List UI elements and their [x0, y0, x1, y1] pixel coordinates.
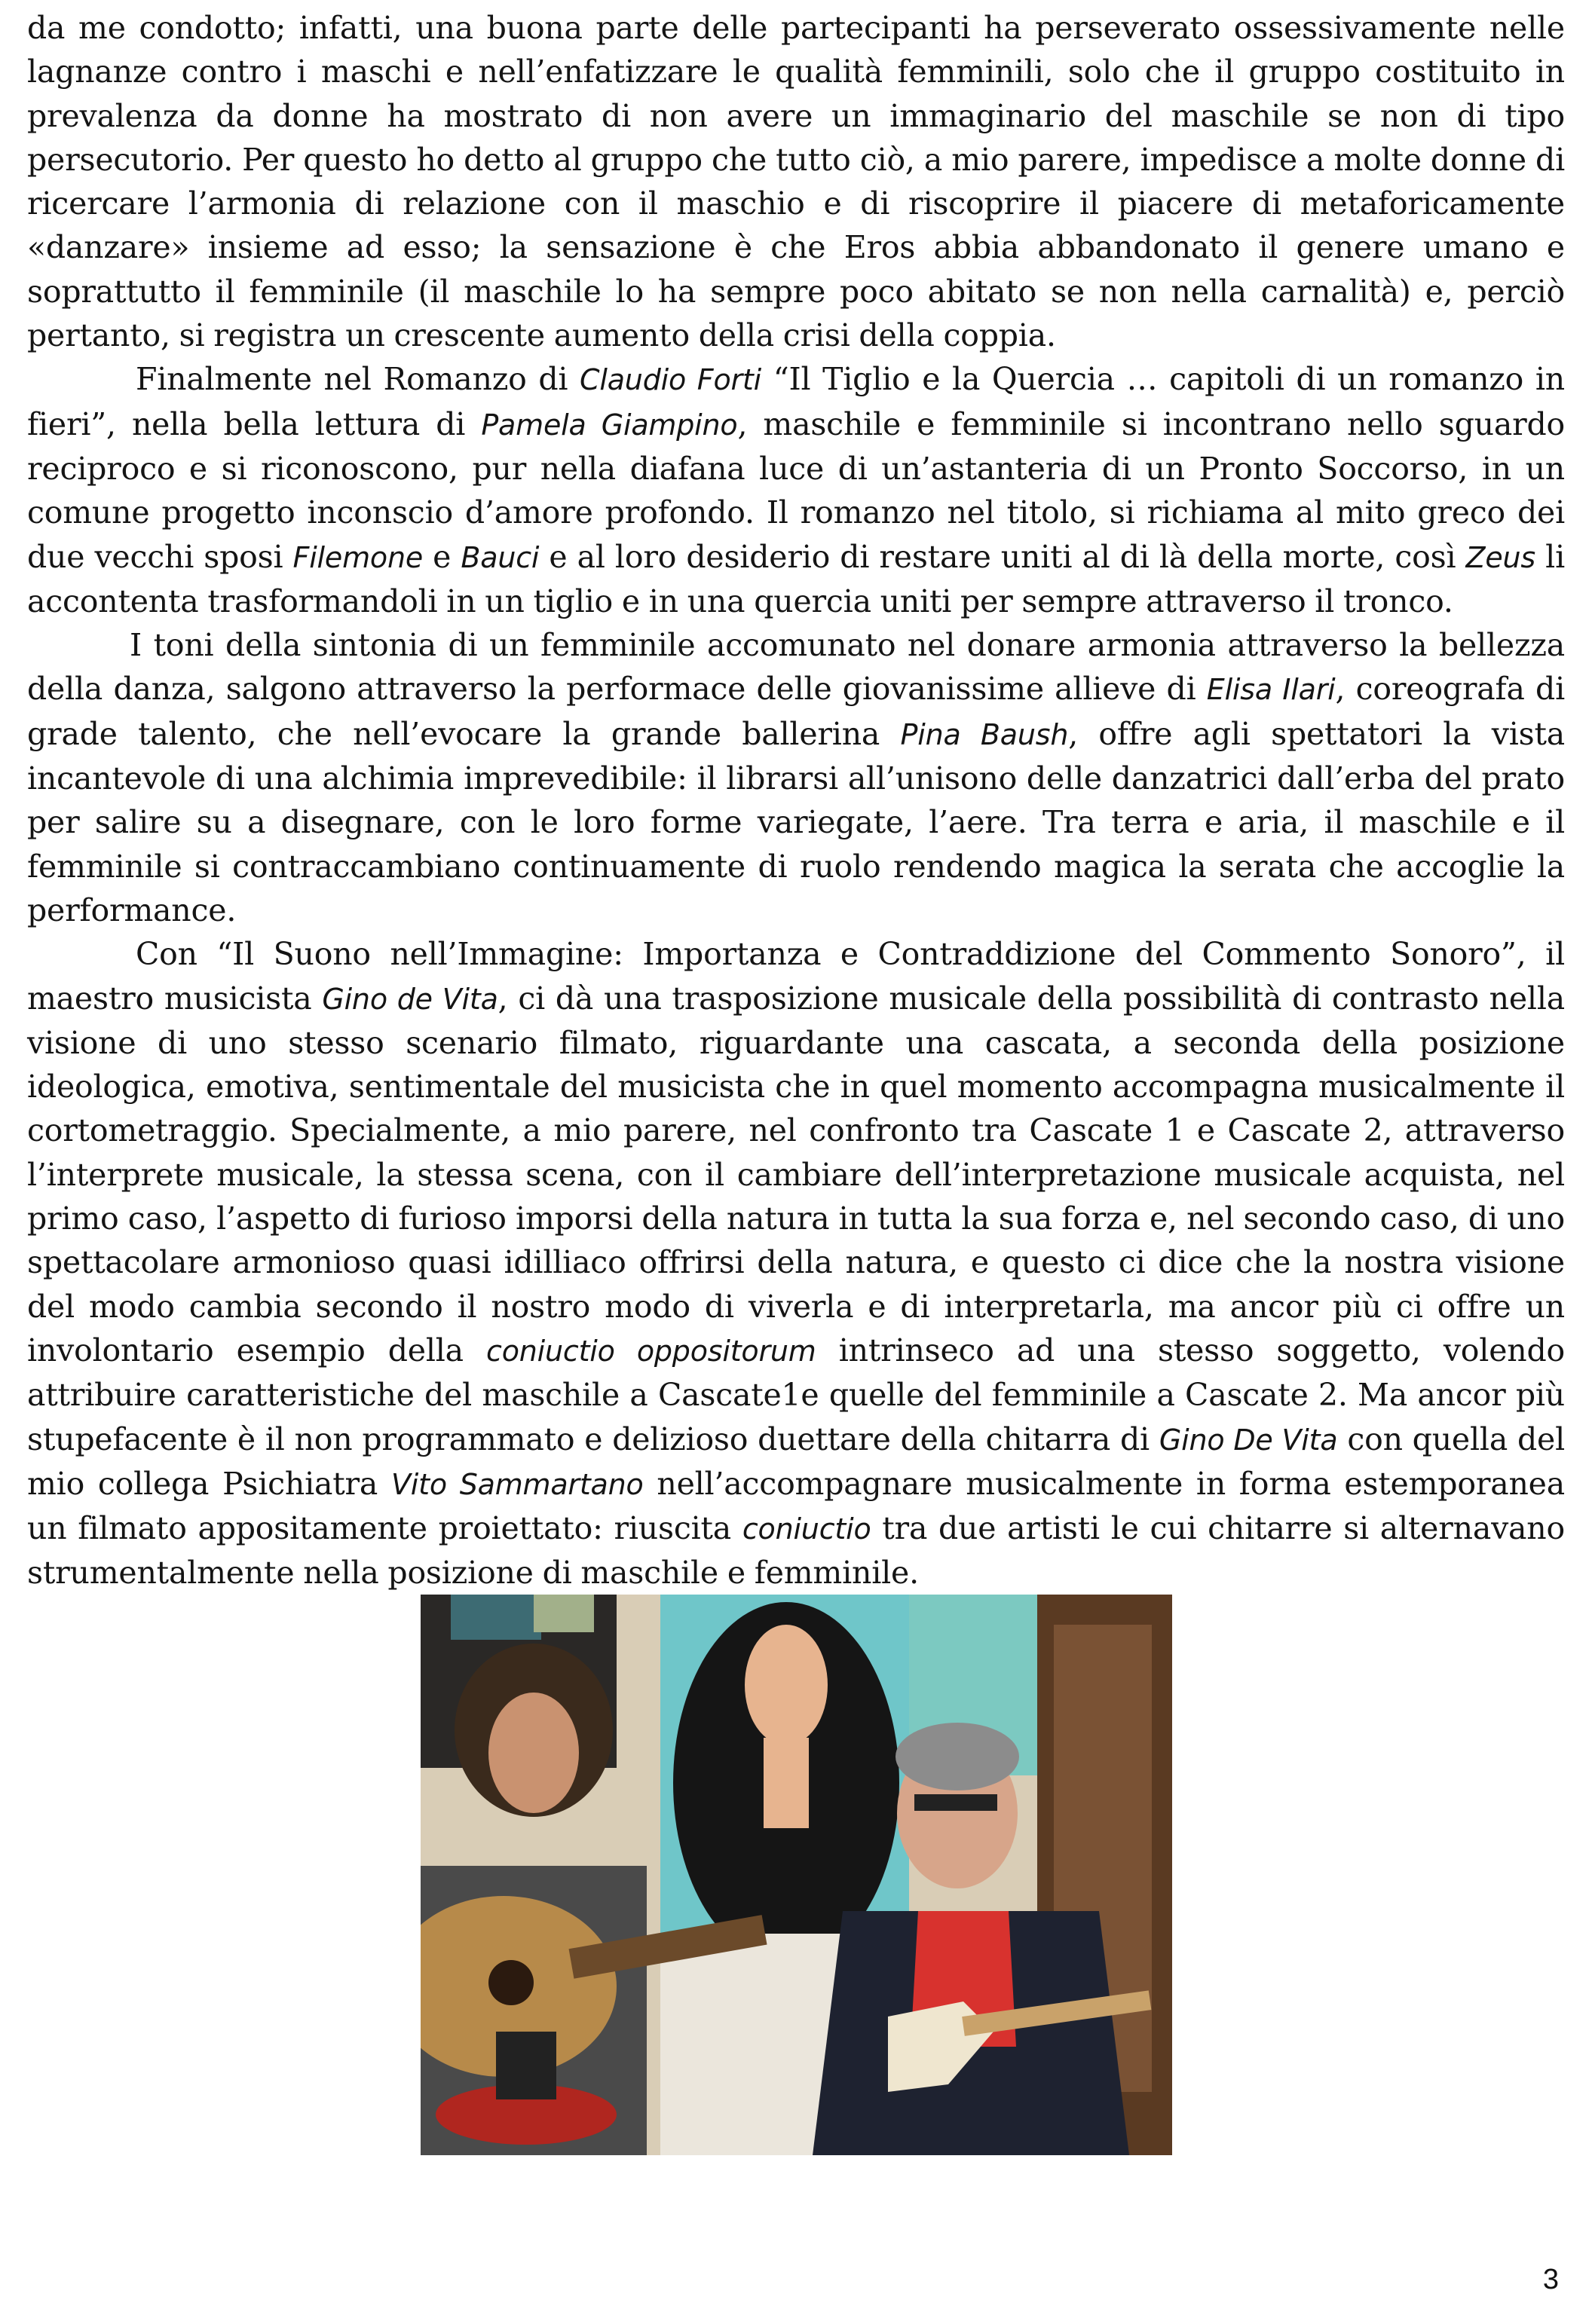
paragraph: [27, 6, 1565, 357]
text-segment: “Il Tiglio e la Quercia … capitoli di un romanzo in fieri”, nella bella lettura di: [27, 361, 1566, 442]
text-segment: da me condotto; infatti, una buona parte delle partecipanti ha perseverato ossessivamente nelle lagnanze contro i maschi e nell’enfatizzare le qualità femminili, solo che il gruppo costituito in prevalenza da donne ha mostrato di non avere un immaginario del maschile se non di tipo persecutorio. Per questo ho detto al gruppo che tutto ciò, a mio parere, impedisce a molte donne di ricercare l’armonia di relazione con il maschio e di riscoprire il piacere di metaforicamente «danzare» insieme ad esso; la sensazione è che Eros abbia abbandonato il genere umano e soprattutto il femminile (il maschile lo ha sempre poco abitato se non nella carnalità) e, perciò pertanto, si registra un crescente aumento della crisi della coppia.: [27, 10, 1565, 354]
italic-name: Gino De Vita: [1159, 1423, 1338, 1457]
italic-name: Bauci: [461, 540, 540, 574]
italic-name: Pina Baush: [900, 717, 1069, 751]
text-segment: Finalmente nel Romanzo di: [136, 361, 580, 398]
page-number: 3: [1542, 2264, 1559, 2295]
text-segment: con quella del mio collega Psichiatra: [27, 1420, 1565, 1502]
paragraph: [27, 932, 1565, 1595]
text-segment: e: [423, 538, 461, 575]
text-segment: Con “Il Suono nell’Immagine: Importanza e Contraddizione del Commento Sonoro”, il maestro musicista: [27, 936, 1565, 1017]
text-segment: , coreografa di grade talento, che nell’evocare la grande ballerina: [27, 671, 1565, 752]
left-guitarist-face: [488, 1693, 579, 1813]
italic-name: Elisa Ilari: [1206, 673, 1336, 707]
text-segment: e al loro desiderio di restare uniti al di là della morte, così: [539, 538, 1466, 575]
italic-name: coniuctio oppositorum: [486, 1334, 816, 1368]
italic-name: coniuctio: [742, 1512, 871, 1546]
text-segment: nell’accompagnare musicalmente in forma estemporanea un filmato appositamente proiettato: riuscita: [27, 1465, 1565, 1547]
photo-two-guitarists: [421, 1595, 1172, 2155]
paragraph: [27, 357, 1565, 623]
body-text: [27, 6, 1565, 1595]
italic-name: Zeus: [1465, 540, 1536, 574]
italic-name: Vito Sammartano: [390, 1467, 644, 1501]
italic-name: Claudio Forti: [580, 363, 761, 397]
text-segment: , maschile e femminile si incontrano nello sguardo reciproco e si riconoscono, pur nella diafana luce di un’astanteria di un Pronto Soccorso, in un comune progetto inconscio d’amore profondo. Il romanzo nel titolo, si richiama al mito greco dei due vecchi sposi: [27, 405, 1566, 575]
text-segment: , offre agli spettatori la vista incantevole di una alchimia imprevedibile: il librarsi all’unisono delle danzatrici dall’erba del prato per salire su a disegnare, con le loro forme variegate, l’aere. Tra terra e aria, il maschile e il femminile si contraccambiano continuamente di ruolo rendendo magica la serata che accoglie la performance.: [27, 715, 1565, 928]
text-segment: I toni della sintonia di un femminile accomunato nel donare armonia attraverso la bellezza della danza, salgono attraverso la performace delle giovanissime allieve di: [27, 627, 1565, 708]
text-segment: , ci dà una trasposizione musicale della possibilità di contrasto nella visione di uno stesso scenario filmato, riguardante una cascata, a seconda della posizione ideologica, emotiva, sentimentale del musicista che in quel momento accompagna musicalmente il cortometraggio. Specialmente, a mio parere, nel confronto tra Cascate 1 e Cascate 2, attraverso l’interprete musicale, la stessa scena, con il cambiare dell’interpretazione musicale acquista, nel primo caso, l’aspetto di furioso imporsi della natura in tutta la sua forza e, nel secondo caso, di uno spettacolare armonioso quasi idilliaco offrirsi della natura, e questo ci dice che la nostra visione del modo cambia secondo il nostro modo di viverla e di interpretarla, ma ancor più ci offre un involontario esempio della: [27, 980, 1565, 1368]
photo-illustration: [421, 1595, 1172, 2155]
painting-face: [745, 1625, 828, 1745]
text-segment: intrinseco ad una stesso soggetto, volendo attribuire caratteristiche del maschile a Cascate1e quelle del femminile a Cascate 2. Ma ancor più stupefacente è il non programmato e delizioso duettare della chitarra di: [27, 1332, 1566, 1457]
italic-name: Pamela Giampino: [481, 408, 738, 442]
text-segment: tra due artisti le cui chitarre si alternavano strumentalmente nella posizione di maschile e femminile.: [27, 1510, 1565, 1592]
italic-name: Filemone: [292, 540, 424, 574]
text-segment: li accontenta trasformandoli in un tiglio e in una quercia uniti per sempre attraverso il tronco.: [27, 538, 1565, 619]
paragraph: [27, 623, 1565, 932]
italic-name: Gino de Vita: [322, 982, 498, 1016]
